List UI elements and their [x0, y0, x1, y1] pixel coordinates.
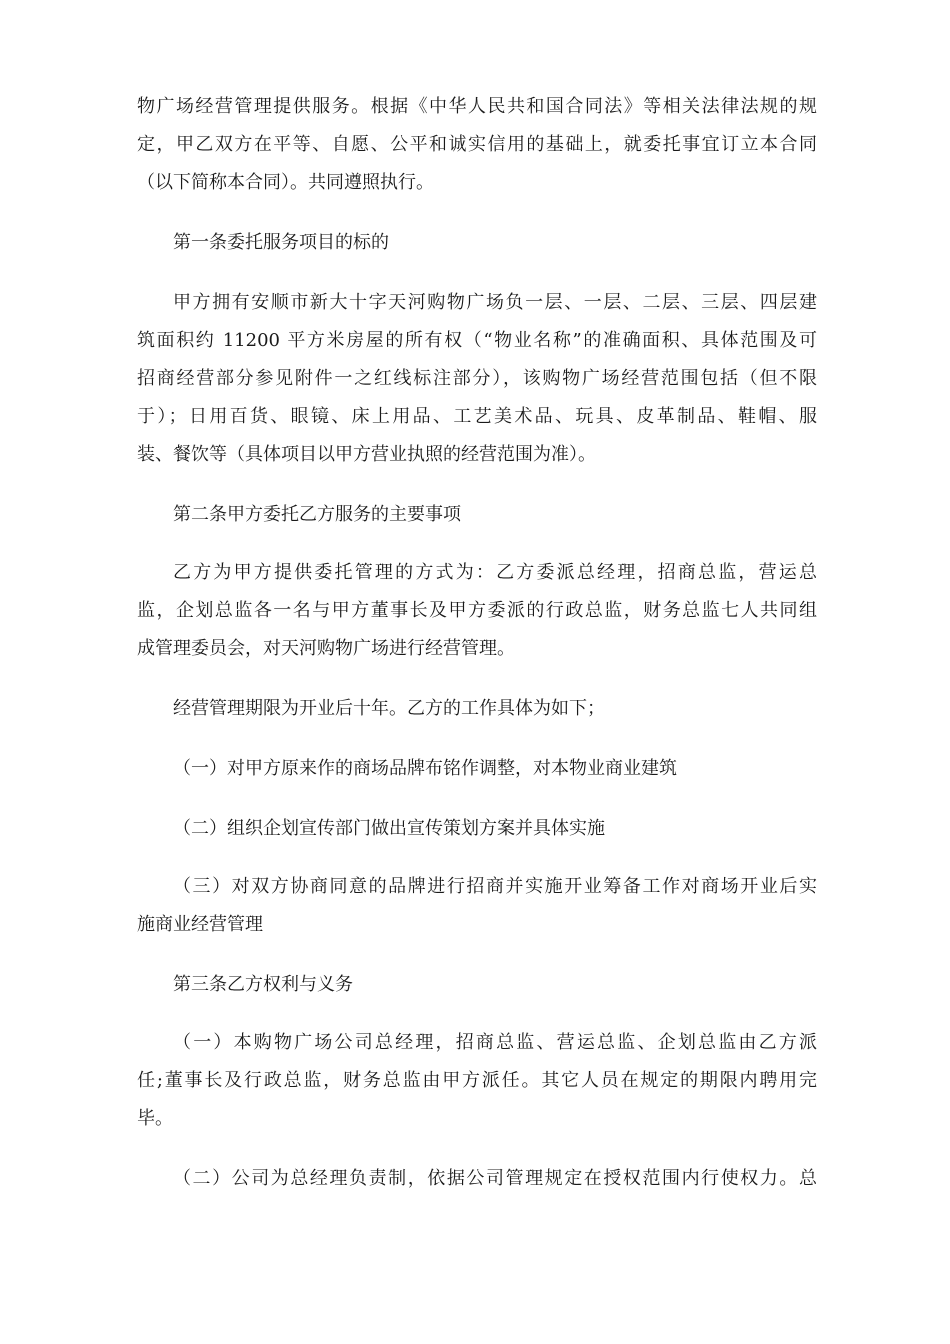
paragraph-line: 物广场经营管理提供服务。根据《中华人民共和国合同法》等相关法律法规的规 [137, 96, 817, 117]
list-item: （二）组织企划宣传部门做出宣传策划方案并具体实施 [173, 818, 605, 839]
list-item: 毕。 [137, 1108, 173, 1129]
paragraph-line: 成管理委员会，对天河购物广场进行经营管理。 [137, 638, 515, 659]
list-item: （一）对甲方原来作的商场品牌布铭作调整，对本物业商业建筑 [173, 758, 677, 779]
paragraph-line: 定，甲乙双方在平等、自愿、公平和诚实信用的基础上，就委托事宜订立本合同 [137, 134, 817, 155]
paragraph-line: （以下简称本合同）。共同遵照执行。 [137, 172, 434, 193]
section-heading: 第一条委托服务项目的标的 [173, 232, 389, 253]
paragraph-line: 乙方为甲方提供委托管理的方式为：乙方委派总经理，招商总监，营运总 [173, 562, 817, 583]
paragraph-line: 招商经营部分参见附件一之红线标注部分），该购物广场经营范围包括（但不限 [137, 368, 817, 389]
paragraph-line: 监，企划总监各一名与甲方董事长及甲方委派的行政总监，财务总监七人共同组 [137, 600, 817, 621]
paragraph-line: 甲方拥有安顺市新大十字天河购物广场负一层、一层、二层、三层、四层建 [173, 292, 817, 313]
paragraph-line: 筑面积约 11200 平方米房屋的所有权（“物业名称”的准确面积、具体范围及可 [137, 330, 817, 351]
paragraph-line: 经营管理期限为开业后十年。乙方的工作具体为如下； [173, 698, 605, 719]
paragraph-line: 于）；日用百货、眼镜、床上用品、工艺美术品、玩具、皮革制品、鞋帽、服 [137, 406, 817, 427]
list-item: 任;董事长及行政总监，财务总监由甲方派任。其它人员在规定的期限内聘用完 [137, 1070, 817, 1091]
list-item: （二）公司为总经理负责制，依据公司管理规定在授权范围内行使权力。总 [173, 1168, 817, 1189]
section-heading: 第二条甲方委托乙方服务的主要事项 [173, 504, 461, 525]
paragraph-line: 装、餐饮等（具体项目以甲方营业执照的经营范围为准）。 [137, 444, 596, 465]
list-item: （一）本购物广场公司总经理，招商总监、营运总监、企划总监由乙方派 [173, 1032, 817, 1053]
list-item: 施商业经营管理 [137, 914, 263, 935]
list-item: （三）对双方协商同意的品牌进行招商并实施开业筹备工作对商场开业后实 [173, 876, 817, 897]
section-heading: 第三条乙方权利与义务 [173, 974, 353, 995]
